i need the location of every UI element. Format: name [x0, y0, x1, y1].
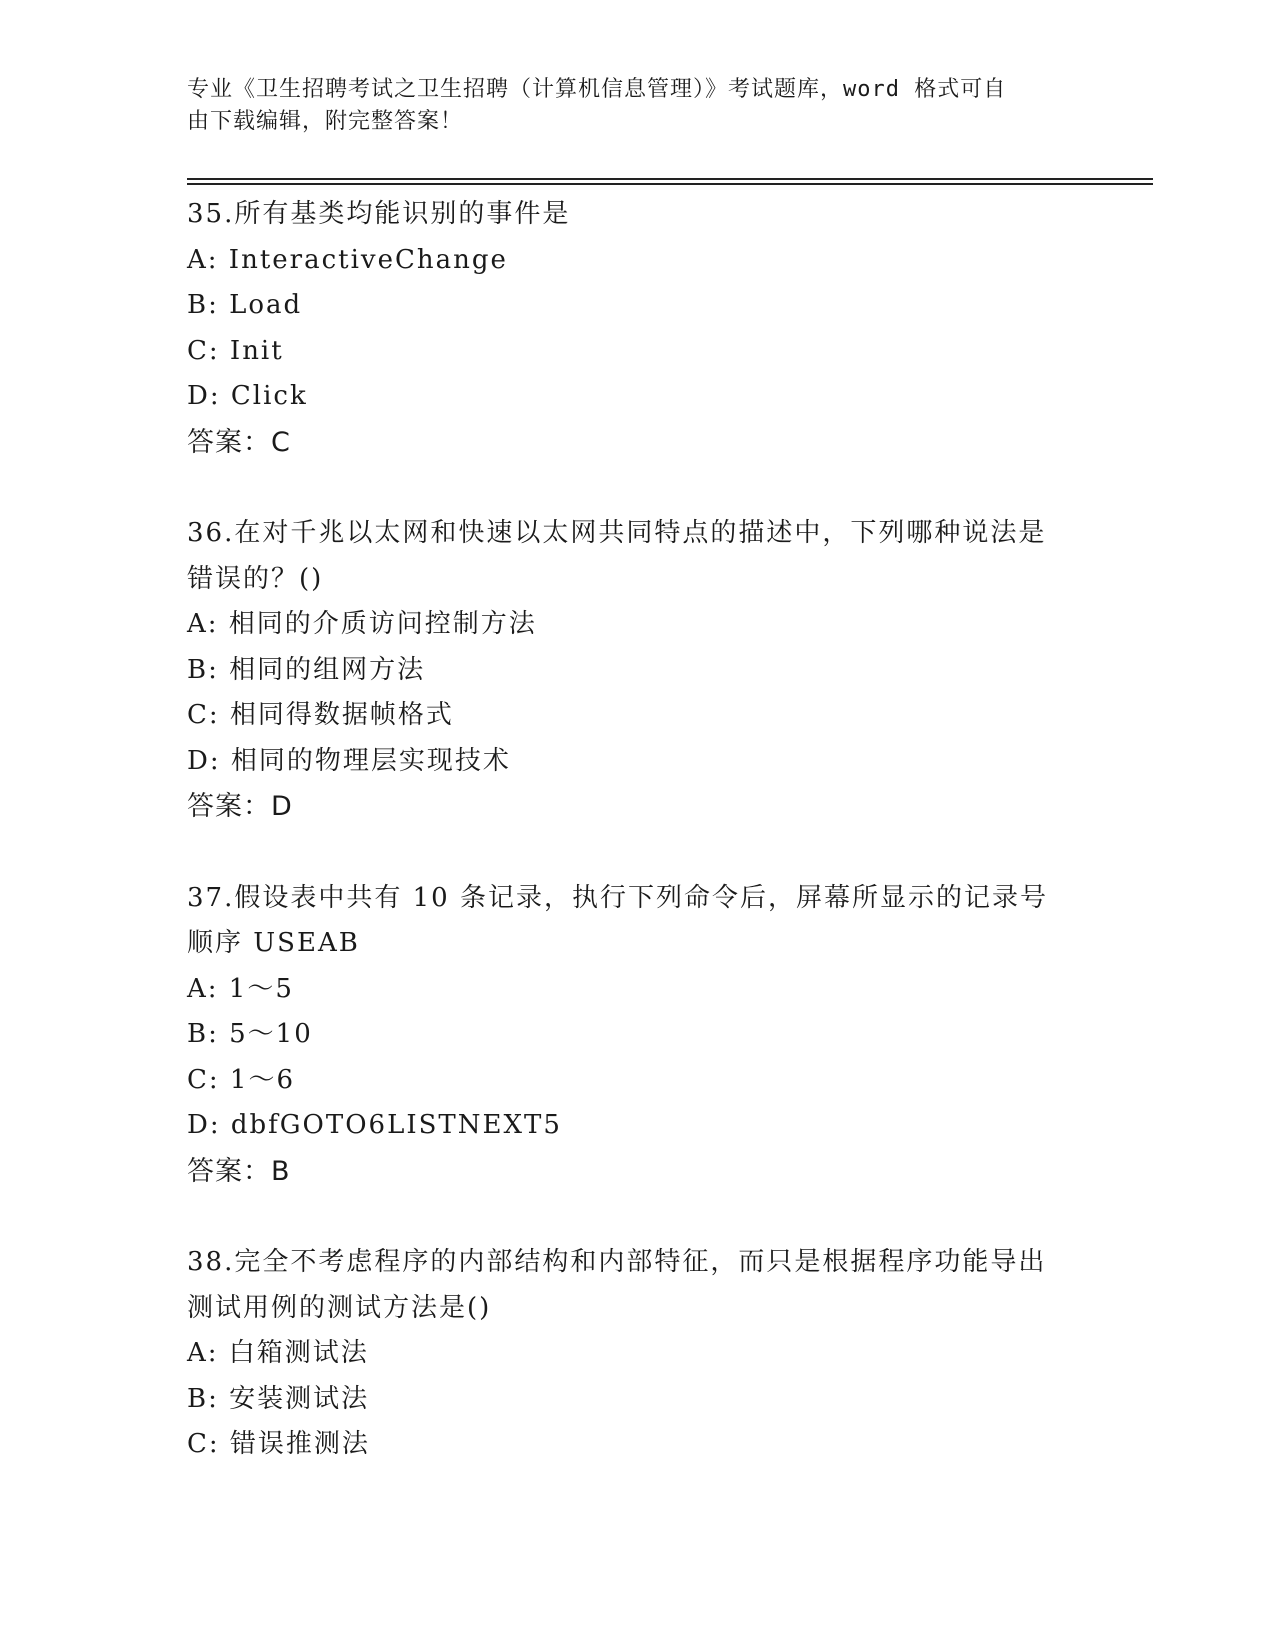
header-line-1: 专业《卫生招聘考试之卫生招聘（计算机信息管理）》考试题库，word 格式可自: [187, 77, 1007, 102]
question-stem-continued: 测试用例的测试方法是(): [187, 1292, 492, 1323]
document-header: [187, 74, 1067, 138]
header-divider-bottom: [187, 183, 1153, 185]
option-d: D: 相同的物理层实现技术: [187, 745, 511, 776]
answer-line: 答案：B: [187, 1155, 291, 1187]
option-a: A: 白箱测试法: [187, 1338, 369, 1368]
answer-line: 答案：D: [187, 791, 293, 822]
question-35: [187, 192, 1087, 465]
question-list: [187, 192, 1087, 1468]
question-36: [187, 511, 1087, 830]
option-b: B: 安装测试法: [187, 1383, 370, 1414]
option-b: B: Load: [187, 290, 303, 320]
option-b: B: 5～10: [187, 1019, 313, 1049]
question-stem: 36.在对千兆以太网和快速以太网共同特点的描述中，下列哪种说法是: [187, 518, 1047, 548]
option-c: C: 相同得数据帧格式: [187, 700, 454, 730]
option-c: C: 1～6: [187, 1064, 296, 1095]
question-stem: 35.所有基类均能识别的事件是: [187, 199, 571, 229]
option-b: B: 相同的组网方法: [187, 654, 426, 685]
question-stem-continued: 顺序 USEAB: [187, 928, 360, 958]
question-stem-continued: 错误的？(): [187, 563, 324, 594]
answer-line: 答案：C: [187, 426, 291, 458]
option-c: C: Init: [187, 335, 284, 366]
option-a: A: InteractiveChange: [187, 244, 508, 275]
question-stem: 37.假设表中共有 10 条记录，执行下列命令后，屏幕所显示的记录号: [187, 882, 1048, 913]
option-d: D: dbfGOTO6LISTNEXT5: [187, 1110, 562, 1140]
option-a: A: 1～5: [187, 973, 294, 1004]
option-c: C: 错误推测法: [187, 1429, 370, 1459]
question-38: [187, 1240, 1087, 1468]
option-d: D: Click: [187, 381, 308, 411]
question-stem: 38.完全不考虑程序的内部结构和内部特征，而只是根据程序功能导出: [187, 1247, 1047, 1277]
header-divider-top: [187, 178, 1153, 180]
question-37: [187, 876, 1087, 1195]
option-a: A: 相同的介质访问控制方法: [187, 609, 537, 639]
header-line-2: 由下载编辑，附完整答案！: [187, 109, 464, 134]
